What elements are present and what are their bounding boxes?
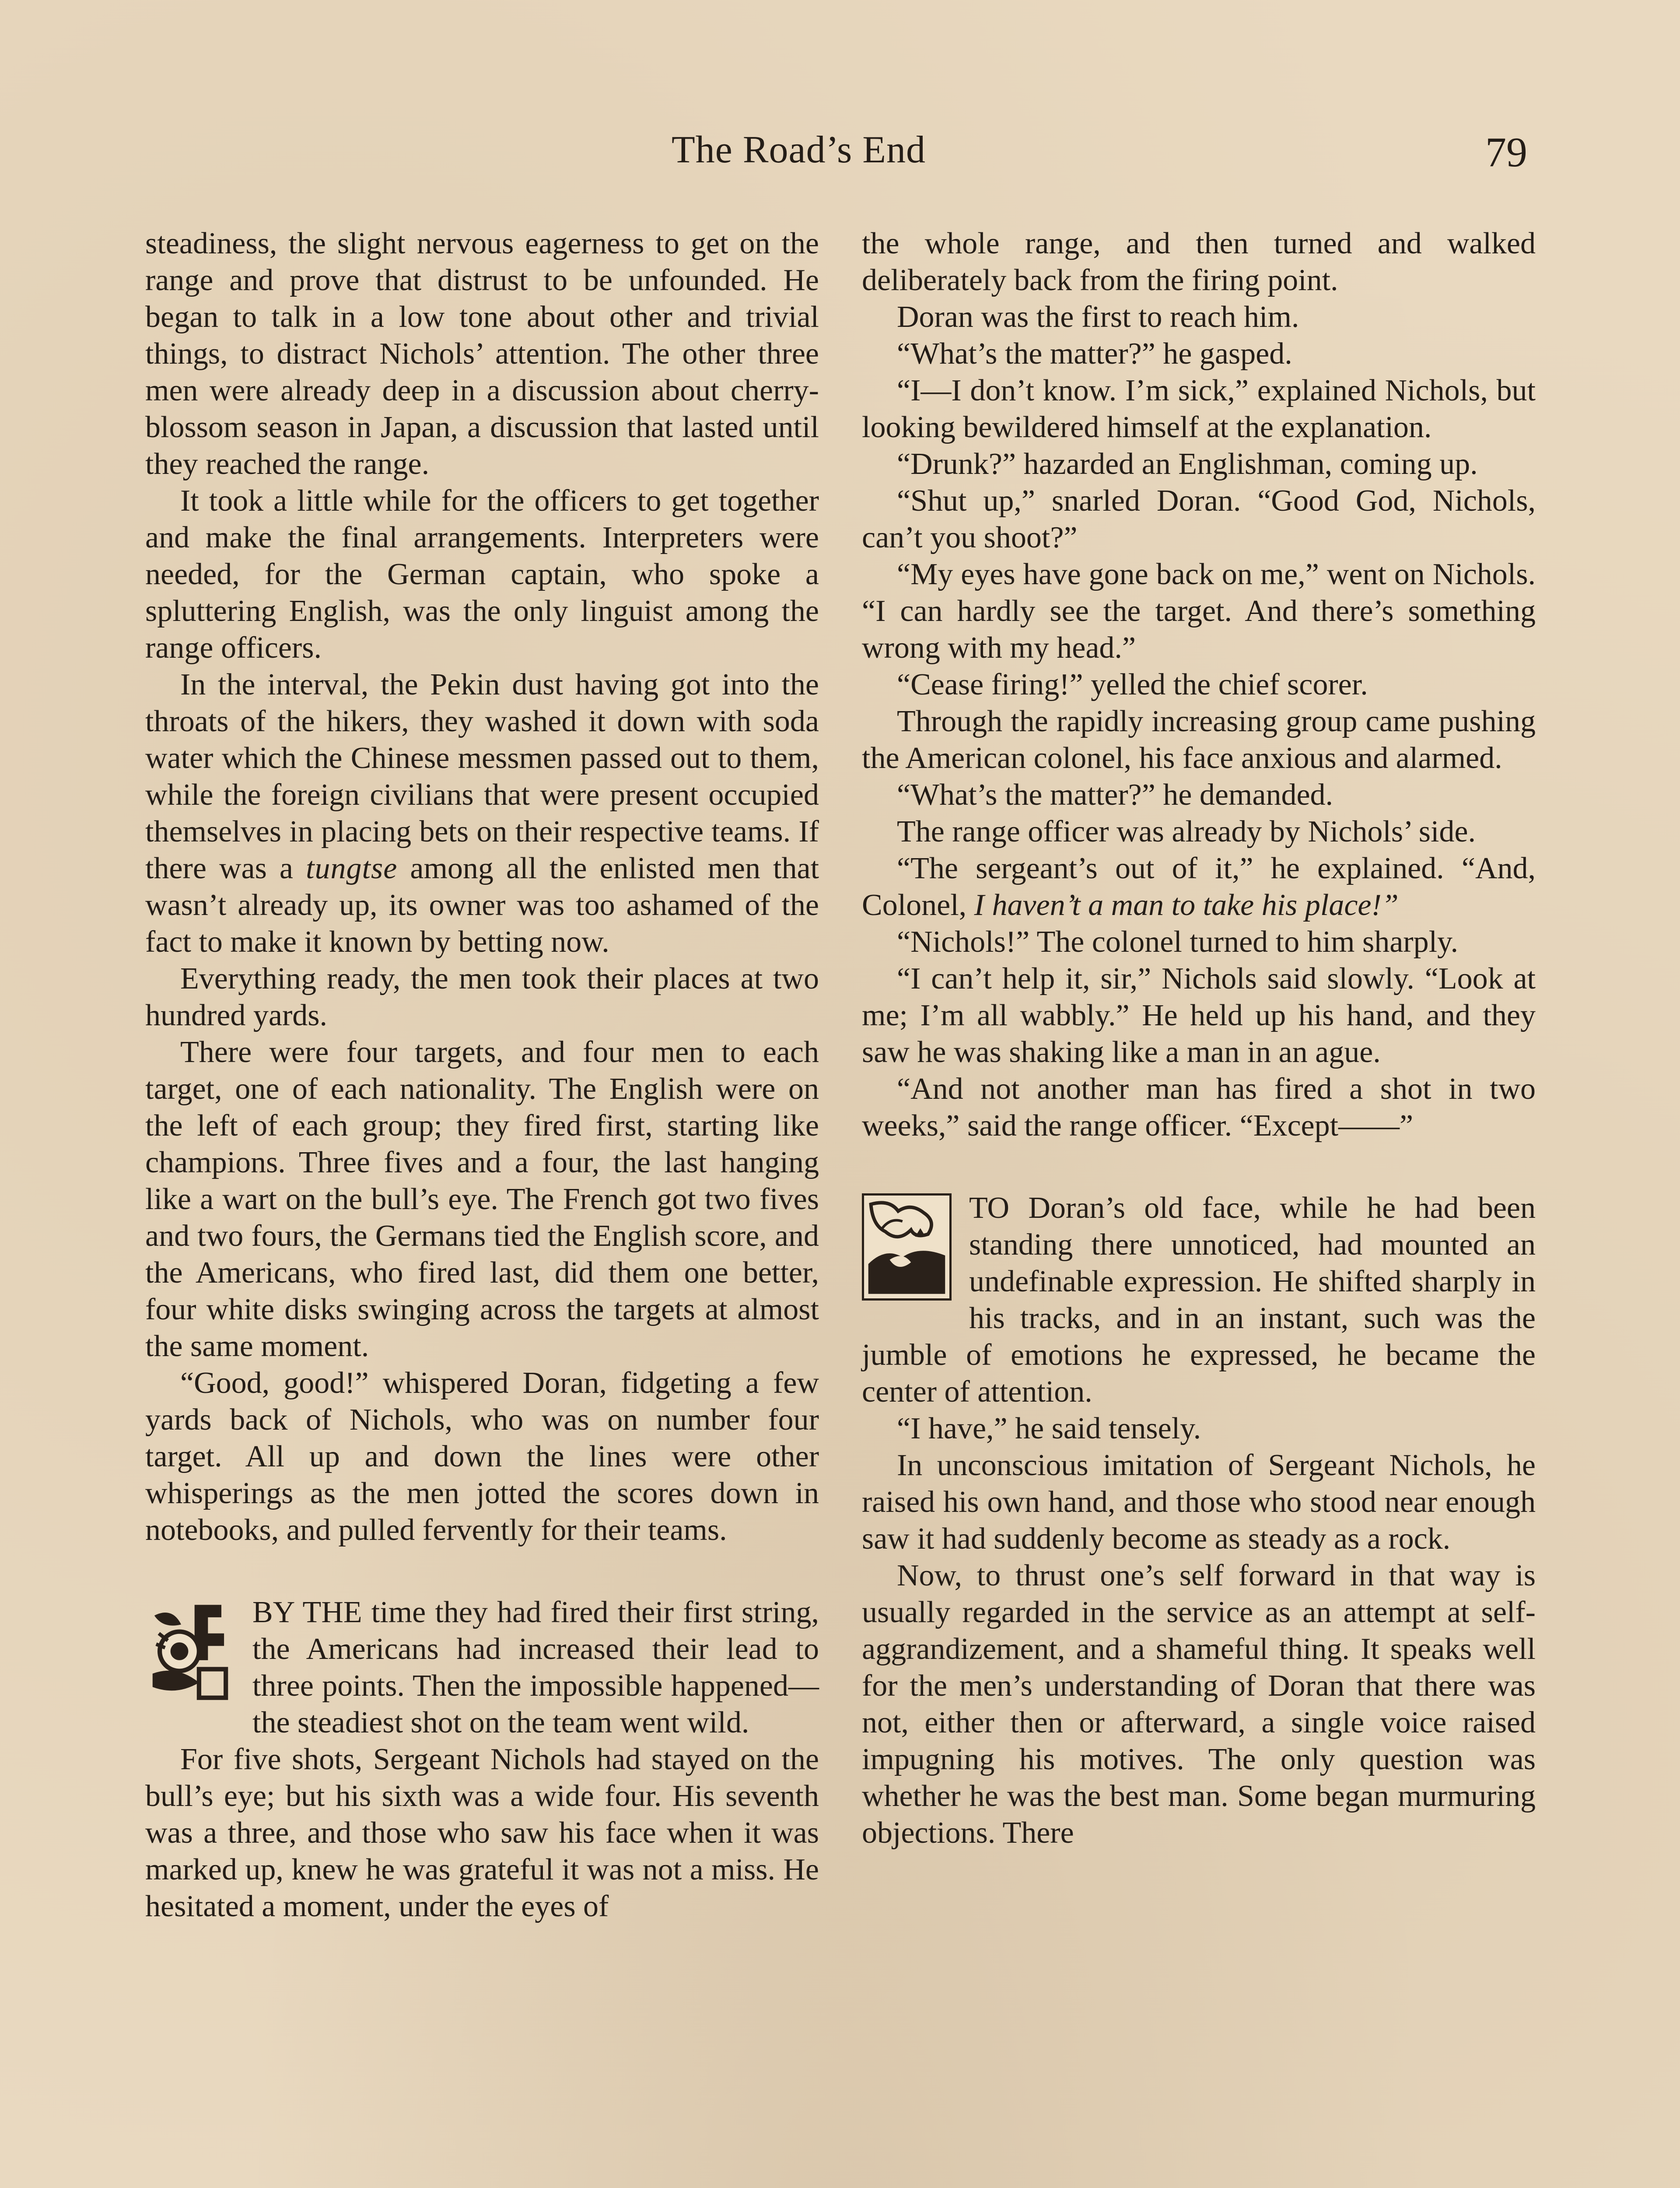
paragraph: Everything ready, the men took their places at two hundred yards. bbox=[145, 962, 819, 1032]
paragraph: “Drunk?” hazarded an Englishman, coming up. bbox=[897, 447, 1478, 481]
paragraph-text: among all the enlisted men that wasn’t already up, its owner was too ashamed of the fact to make it known by betting now. bbox=[145, 852, 819, 959]
paragraph: “Cease firing!” yelled the chief scorer. bbox=[897, 668, 1368, 701]
paragraph-text: In the interval, the Pekin dust having got into the throats of the hikers, they washed it down with soda water which the Chinese messmen passed out to them, while the foreign civilians that were present occupied themselves in placing bets on their respective teams. If there was a bbox=[145, 668, 819, 885]
left-column bbox=[145, 225, 819, 1925]
paragraph: Through the rapidly increasing group came pushing the American colonel, his face anxious and alarmed. bbox=[862, 705, 1536, 775]
paragraph bbox=[145, 666, 819, 961]
paragraph bbox=[862, 850, 1536, 924]
paragraph: “And not another man has fired a shot in two weeks,” said the range officer. “Except——” bbox=[862, 1072, 1536, 1143]
paragraph: “Good, good!” whispered Doran, fidgeting a few yards back of Nichols, who was on number four target. All up and down the lines were other whisperings as the men jotted the scores down in notebooks, and pulled fervently for their teams. bbox=[145, 1366, 819, 1547]
italic-word: tungtse bbox=[306, 852, 398, 885]
paragraph-text: “The sergeant’s out of it,” he explained. “And, Colonel, bbox=[862, 852, 1536, 922]
landscape-ornament-icon bbox=[862, 1193, 952, 1301]
section-start bbox=[862, 1190, 1536, 1410]
paragraph: the whole range, and then turned and walked deliberately back from the firing point. bbox=[862, 227, 1536, 297]
paragraph: For five shots, Sergeant Nichols had stayed on the bull’s eye; but his sixth was a wide four. His seventh was a three, and those who saw his face when it was marked up, knew he was grateful it was not a miss. He hesitated a moment, under the eyes of bbox=[145, 1743, 819, 1923]
paragraph: There were four targets, and four men to each target, one of each nationality. The English were on the left of each group; they fired first, starting like champions. Three fives and a four, the last hanging like a wart on the bull’s eye. The French got two fives and two fours, the Germans tied the English score, and the Americans, who fired last, did them one better, four white disks swinging across the targets at almost the same moment. bbox=[145, 1035, 819, 1363]
paragraph: steadiness, the slight nervous eagerness to get on the range and prove that distrust to be unfounded. He began to talk in a low tone about other and trivial things, to distract Nichols’ attention. The other three men were already deep in a discussion about cherry-blossom season in Japan, a discussion that lasted until they reached the range. bbox=[145, 227, 819, 481]
paragraph: It took a little while for the officers to get together and make the final arrangements. Interpreters were needed, for the German captain, who spoke a spluttering English, was the only linguist among the range officers. bbox=[145, 484, 819, 665]
paragraph: “What’s the matter?” he demanded. bbox=[897, 778, 1334, 812]
paragraph: “I—I don’t know. I’m sick,” explained Nichols, but looking bewildered himself at the explanation. bbox=[862, 374, 1536, 444]
section-break bbox=[862, 1144, 1536, 1190]
paragraph: “I can’t help it, sir,” Nichols said slowly. “Look at me; I’m all wabbly.” He held up his hand, and they saw he was shaking like a man in an ague. bbox=[862, 962, 1536, 1069]
paragraph: TO Doran’s old face, while he had been standing there unnoticed, had mounted an undefinable expression. He shifted sharply in his tracks, and in an instant, such was the jumble of emotions he expressed, he became the center of attention. bbox=[862, 1191, 1536, 1409]
paragraph: In unconscious imitation of Sergeant Nichols, he raised his own hand, and those who stood near enough saw it had suddenly become as steady as a rock. bbox=[862, 1448, 1536, 1556]
landscape-ornament-art bbox=[864, 1196, 949, 1298]
right-column bbox=[862, 225, 1536, 1851]
page-number: 79 bbox=[1485, 129, 1527, 175]
paragraph: Now, to thrust one’s self forward in that way is usually regarded in the service as an attempt at self-aggrandizement, and a shameful thing. It speaks well for the men’s understanding of Doran that there was not, either then or afterward, a single voice raised impugning his motives. The only question was whether he was the best man. Some began murmuring objections. There bbox=[862, 1559, 1536, 1850]
paragraph: BY THE time they had fired their first string, the Americans had increased their lead to three points. Then the impossible happened—the steadiest shot on the team went wild. bbox=[252, 1595, 819, 1739]
paragraph: Doran was the first to reach him. bbox=[897, 300, 1299, 334]
italic-phrase: I haven’t a man to take his place!” bbox=[974, 888, 1399, 922]
running-head: The Road’s End bbox=[672, 129, 926, 171]
ornament-icon bbox=[145, 1598, 235, 1705]
paragraph: The range officer was already by Nichols’ side. bbox=[897, 815, 1476, 849]
paragraph: “Nichols!” The colonel turned to him sharply. bbox=[897, 925, 1459, 959]
paragraph: “What’s the matter?” he gasped. bbox=[897, 337, 1292, 371]
section-start bbox=[145, 1594, 819, 1741]
paragraph: “I have,” he said tensely. bbox=[897, 1412, 1201, 1445]
ornament-icon-art bbox=[145, 1598, 235, 1705]
section-break bbox=[145, 1549, 819, 1594]
paragraph: “Shut up,” snarled Doran. “Good God, Nichols, can’t you shoot?” bbox=[862, 484, 1536, 554]
paragraph: “My eyes have gone back on me,” went on Nichols. “I can hardly see the target. And there’s something wrong with my head.” bbox=[862, 558, 1536, 665]
